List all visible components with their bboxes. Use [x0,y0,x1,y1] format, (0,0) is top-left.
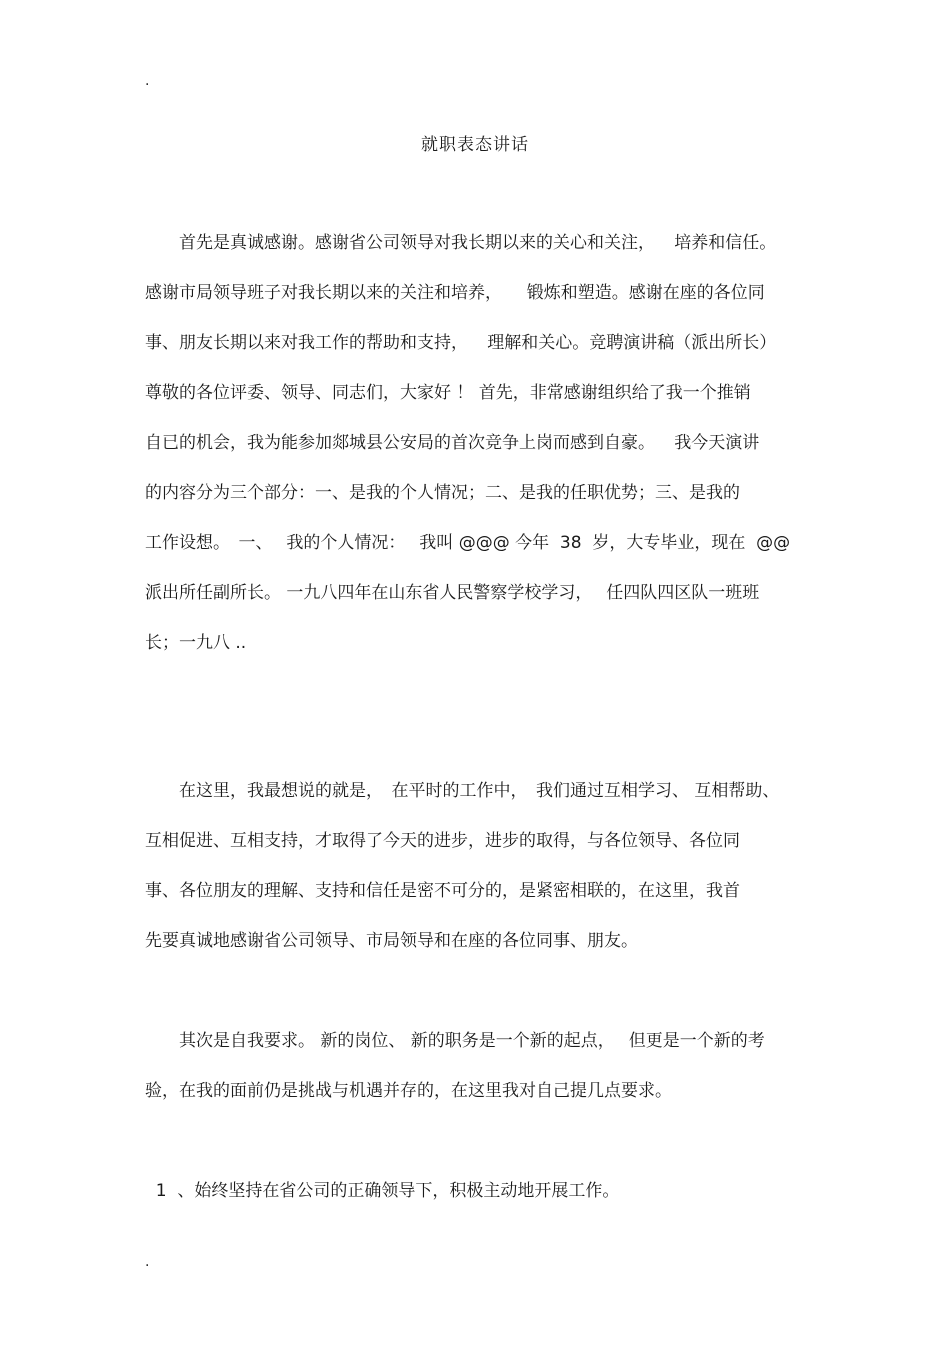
paragraph-1-line-2: 感谢市局领导班子对我长期以来的关注和培养， 锻炼和塑造。感谢在座的各位同 [145,283,765,303]
paragraph-1-line-1: 首先是真诚感谢。感谢省公司领导对我长期以来的关心和关注， 培养和信任。 [145,233,777,253]
page-mark-bottom: . [145,1254,150,1270]
page-mark-top: . [145,73,150,89]
paragraph-4-line-1: 1 、始终坚持在省公司的正确领导下，积极主动地开展工作。 [145,1181,620,1201]
paragraph-1-line-5: 自已的机会，我为能参加郯城县公安局的首次竞争上岗而感到自豪。 我今天演讲 [145,433,760,453]
paragraph-1-line-9: 长；一九八 .. [145,633,247,653]
paragraph-1-line-4: 尊敬的各位评委、领导、同志们，大家好 ！ 首先，非常感谢组织给了我一个推销 [145,383,751,403]
paragraph-1-line-3: 事、朋友长期以来对我工作的帮助和支持， 理解和关心。竞聘演讲稿（派出所长） [145,333,777,353]
paragraph-2-line-2: 互相促进、互相支持，才取得了今天的进步，进步的取得，与各位领导、各位同 [145,831,740,851]
paragraph-3-line-1: 其次是自我要求。 新的岗位、 新的职务是一个新的起点， 但更是一个新的考 [145,1031,765,1051]
paragraph-1-line-7: 工作设想。 一、 我的个人情况： 我叫 @@@ 今年 38 岁，大专毕业，现在 @@ [145,533,791,553]
paragraph-2-line-1: 在这里，我最想说的就是， 在平时的工作中， 我们通过互相学习、 互相帮助、 [145,781,780,801]
paragraph-1-line-8: 派出所任副所长。 一九八四年在山东省人民警察学校学习， 任四队四区队一班班 [145,583,760,603]
paragraph-2-line-4: 先要真诚地感谢省公司领导、市局领导和在座的各位同事、朋友。 [145,931,638,951]
paragraph-3-line-2: 验，在我的面前仍是挑战与机遇并存的，在这里我对自己提几点要求。 [145,1081,672,1101]
paragraph-1-line-6: 的内容分为三个部分：一、是我的个人情况；二、是我的任职优势；三、是我的 [145,483,740,503]
paragraph-2-line-3: 事、各位朋友的理解、支持和信任是密不可分的，是紧密相联的，在这里，我首 [145,881,740,901]
page-title: 就职表态讲话 [421,135,529,155]
